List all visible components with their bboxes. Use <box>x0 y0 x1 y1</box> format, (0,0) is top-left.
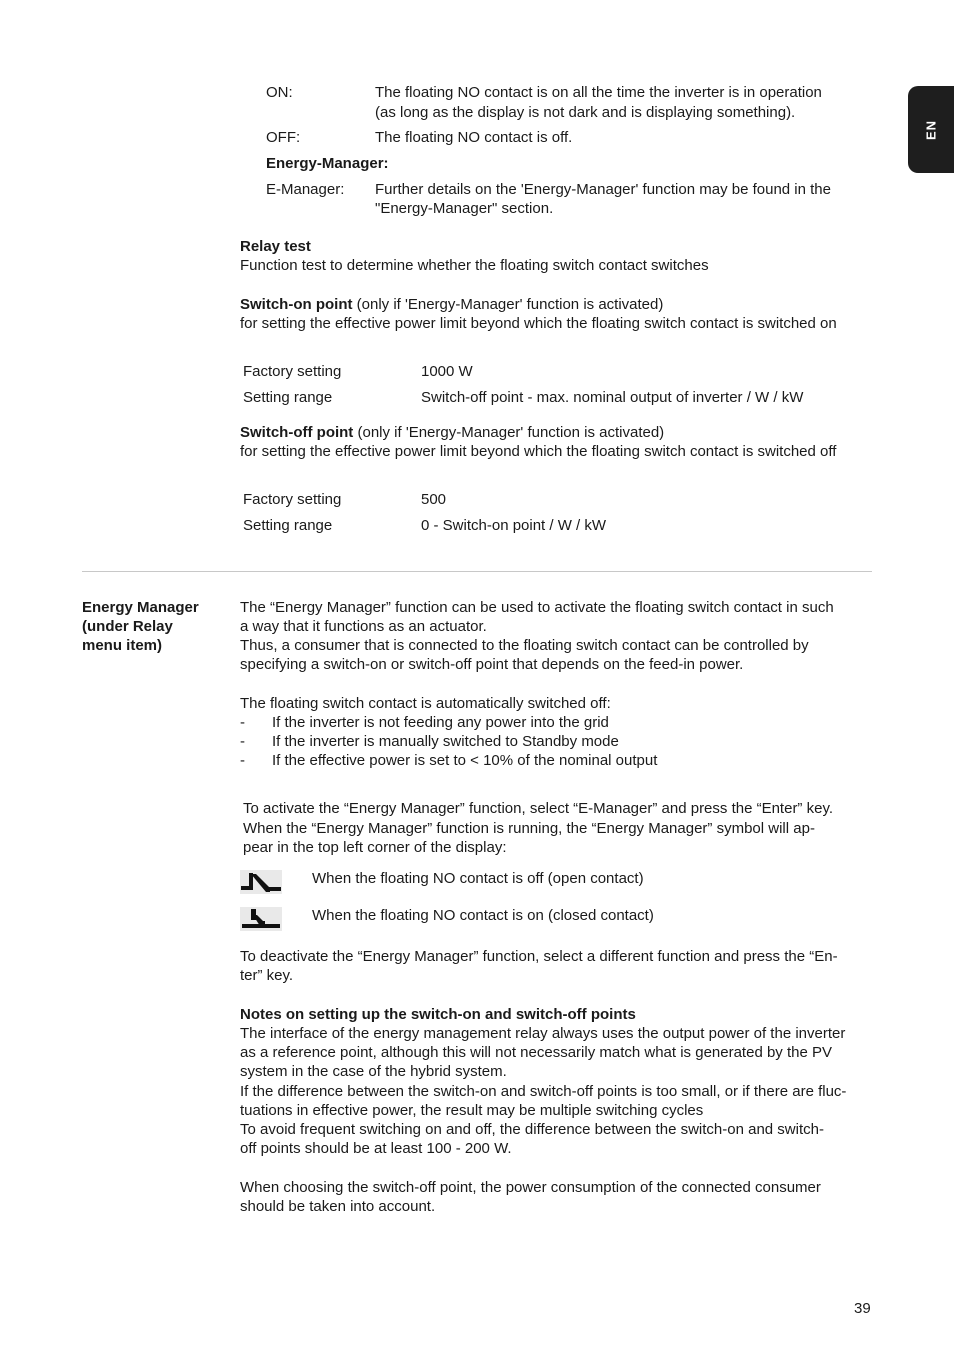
notes-title: Notes on setting up the switch-on and switch-off points <box>240 1006 636 1023</box>
bullet-item-1: If the inverter is not feeding any power into the grid <box>272 714 609 731</box>
switch-open-icon <box>240 870 282 894</box>
deactivate-line2: ter” key. <box>240 967 294 984</box>
bullet-item-3: If the effective power is set to < 10% of the nominal output <box>272 752 658 769</box>
side-title-line2: (under Relay <box>82 618 173 635</box>
bullet-marker-1: - <box>240 714 245 731</box>
closed-contact-text: When the floating NO contact is on (closed contact) <box>312 907 654 924</box>
switch-on-range-value: Switch-off point - max. nominal output of inverter / W / kW <box>421 389 804 406</box>
activate-line1: To activate the “Energy Manager” function, select “E-Manager” and press the “Enter” key. <box>243 800 833 817</box>
intro-line1: The “Energy Manager” function can be used to activate the floating switch contact in such <box>240 599 834 616</box>
page-number: 39 <box>854 1300 871 1317</box>
switch-off-range-value: 0 - Switch-on point / W / kW <box>421 517 607 534</box>
option-key-on: ON: <box>266 84 293 101</box>
bullet-item-2: If the inverter is manually switched to Standby mode <box>272 733 619 750</box>
notes-line5: tuations in effective power, the result may be multiple switching cycles <box>240 1102 704 1119</box>
switch-on-factory-value: 1000 W <box>421 363 473 380</box>
auto-off-lead: The floating switch contact is automatically switched off: <box>240 695 611 712</box>
switch-on-title: Switch-on point <box>240 296 353 313</box>
closing-line1: When choosing the switch-off point, the power consumption of the connected consumer <box>240 1179 821 1196</box>
activate-line3: pear in the top left corner of the display: <box>243 839 507 856</box>
notes-line7: off points should be at least 100 - 200 W. <box>240 1140 512 1157</box>
side-title-line1: Energy Manager <box>82 599 199 616</box>
switch-off-factory-value: 500 <box>421 491 447 508</box>
switch-on-heading <box>240 295 663 314</box>
relay-test-title: Relay test <box>240 238 311 255</box>
open-contact-text: When the floating NO contact is off (open contact) <box>312 870 644 887</box>
notes-line6: To avoid frequent switching on and off, the difference between the switch-on and switch- <box>240 1121 824 1138</box>
switch-off-desc: for setting the effective power limit beyond which the floating switch contact is switched off <box>240 443 837 460</box>
closing-line2: should be taken into account. <box>240 1198 436 1215</box>
deactivate-line1: To deactivate the “Energy Manager” function, select a different function and press the “En- <box>240 948 838 965</box>
side-title-line3: menu item) <box>82 637 163 654</box>
option-desc-on-line1: The floating NO contact is on all the time the inverter is in operation <box>375 84 822 101</box>
option-desc-off: The floating NO contact is off. <box>375 129 573 146</box>
switch-closed-icon <box>240 907 282 931</box>
option-key-off: OFF: <box>266 129 301 146</box>
language-tab <box>908 86 954 173</box>
bullet-marker-2: - <box>240 733 245 750</box>
intro-line2: a way that it functions as an actuator. <box>240 618 487 635</box>
notes-line3: system in the case of the hybrid system. <box>240 1063 507 1080</box>
option-key-emanager: E-Manager: <box>266 181 345 198</box>
section-divider <box>82 571 872 572</box>
language-tab-label: EN <box>923 119 939 140</box>
switch-off-range-label: Setting range <box>243 517 333 534</box>
energy-manager-heading: Energy-Manager: <box>266 155 389 172</box>
switch-off-heading <box>240 423 664 442</box>
switch-on-note: (only if 'Energy-Manager' function is activated) <box>352 296 664 313</box>
option-desc-emanager-line2: "Energy-Manager" section. <box>375 200 554 217</box>
relay-test-desc: Function test to determine whether the floating switch contact switches <box>240 257 709 274</box>
switch-off-factory-label: Factory setting <box>243 491 342 508</box>
intro-line3: Thus, a consumer that is connected to the floating switch contact can be controlled by <box>240 637 809 654</box>
notes-line1: The interface of the energy management relay always uses the output power of the inverter <box>240 1025 846 1042</box>
option-desc-emanager-line1: Further details on the 'Energy-Manager' function may be found in the <box>375 181 831 198</box>
activate-line2: When the “Energy Manager” function is running, the “Energy Manager” symbol will ap- <box>243 820 815 837</box>
option-desc-on-line2: (as long as the display is not dark and is displaying something). <box>375 104 796 121</box>
intro-line4: specifying a switch-on or switch-off point that depends on the feed-in power. <box>240 656 744 673</box>
switch-on-range-label: Setting range <box>243 389 333 406</box>
switch-off-note: (only if 'Energy-Manager' function is activated) <box>353 424 665 441</box>
switch-off-title: Switch-off point <box>240 424 354 441</box>
bullet-marker-3: - <box>240 752 245 769</box>
switch-on-factory-label: Factory setting <box>243 363 342 380</box>
notes-line4: If the difference between the switch-on and switch-off points is too small, or if there are fluc- <box>240 1083 847 1100</box>
notes-line2: as a reference point, although this will not necessarily match what is generated by the PV <box>240 1044 832 1061</box>
switch-on-desc: for setting the effective power limit beyond which the floating switch contact is switched on <box>240 315 837 332</box>
